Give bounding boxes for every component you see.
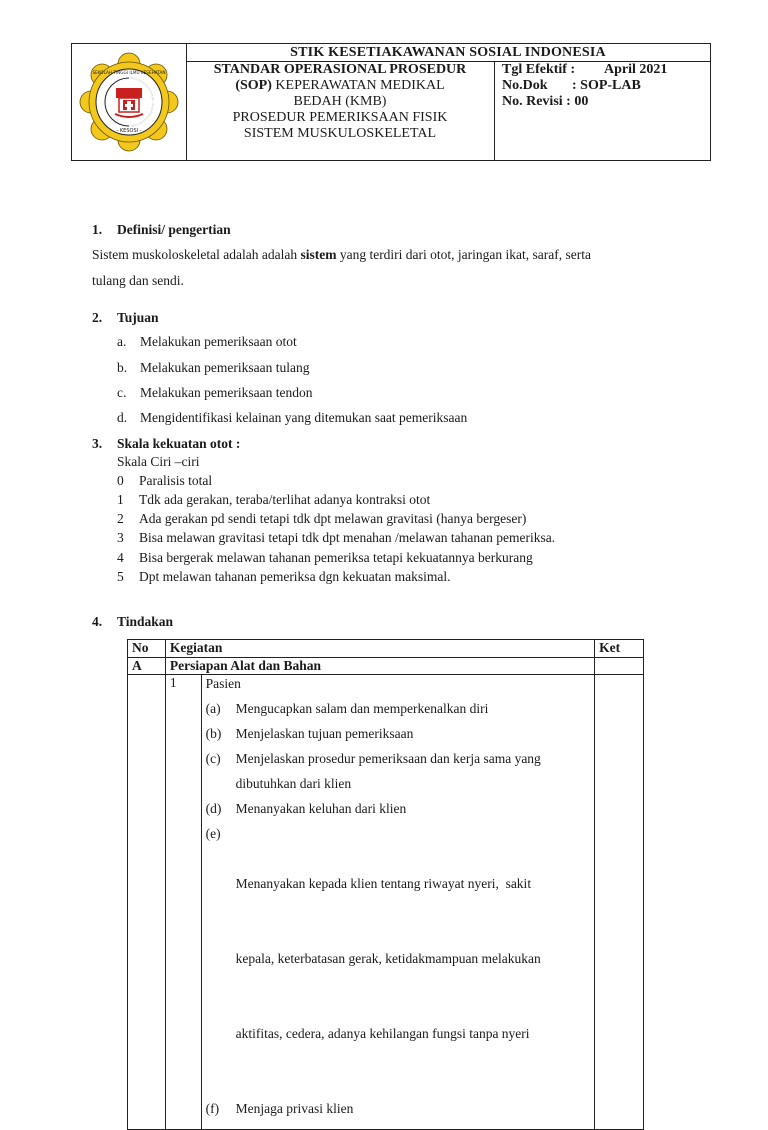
document-header [71, 43, 711, 161]
effective-date-value: April 2021 [604, 62, 668, 77]
group-row [128, 658, 644, 675]
group-title: Persiapan Alat dan Bahan [165, 658, 594, 675]
goal-item [117, 385, 312, 401]
goal-marker: b. [117, 360, 128, 375]
table-header-row [128, 640, 644, 658]
empty-no-cell [128, 675, 166, 1130]
goal-text: Mengidentifikasi kelainan yang ditemukan saat pemeriksaan [140, 410, 468, 425]
goal-text: Melakukan pemeriksaan otot [140, 334, 297, 349]
step-marker: (c) [205, 751, 221, 766]
section3-title: Skala kekuatan otot : [117, 436, 241, 451]
table-row [128, 675, 644, 1130]
section4-number: 4. [92, 614, 103, 629]
scale-marker: 2 [117, 511, 124, 526]
sub-title: Pasien [205, 676, 241, 691]
step-text: Menjelaskan prosedur pemeriksaan dan kerja sama yang [235, 751, 541, 766]
sop-abbrev: (SOP) [235, 78, 272, 93]
list-item [206, 696, 591, 721]
svg-text:- KESOSI -: - KESOSI - [116, 128, 142, 134]
scale-item [117, 473, 212, 489]
goal-text: Melakukan pemeriksaan tendon [140, 385, 313, 400]
doc-number-value: : SOP-LAB [572, 78, 641, 93]
scale-text: Ada gerakan pd sendi tetapi tdk dpt melawan gravitasi (hanya bergeser) [139, 511, 527, 526]
sub-content [201, 675, 595, 1130]
step-text: Menjelaskan tujuan pemeriksaan [235, 726, 414, 741]
sop-title-block [186, 61, 495, 160]
definition-emphasis: sistem [300, 247, 337, 262]
scale-marker: 5 [117, 569, 124, 584]
scale-marker: 1 [117, 492, 124, 507]
list-item [206, 721, 591, 746]
goal-marker: a. [117, 334, 127, 349]
section2-title: Tujuan [117, 310, 159, 325]
list-item [206, 746, 591, 796]
section2-number: 2. [92, 310, 103, 325]
step-marker: (e) [205, 826, 221, 841]
col-header-no: No [128, 640, 166, 658]
scale-item [117, 492, 430, 508]
step-text: Menanyakan keluhan dari klien [235, 801, 407, 816]
sub-number: 1 [165, 675, 201, 1130]
revision-number: No. Revisi : 00 [502, 94, 589, 109]
scale-text: Bisa melawan gravitasi tetapi tdk dpt menahan /melawan tahanan pemeriksa. [139, 530, 556, 545]
institution-seal-logo [79, 52, 179, 152]
step-text: dibutuhkan dari klien [235, 776, 352, 791]
scale-text: Bisa bergerak melawan tahanan pemeriksa tetapi kekuatannya berkurang [139, 550, 533, 565]
col-header-ket: Ket [595, 640, 644, 658]
definition-text-a: Sistem muskoloskeletal adalah adalah [92, 247, 301, 262]
sop-title-line2 [186, 78, 494, 94]
scale-item [117, 511, 526, 527]
sop-dept: KEPERAWATAN MEDIKAL [271, 78, 445, 93]
doc-number-label: No.Dok [502, 78, 548, 93]
goal-item [117, 410, 467, 426]
scale-text: Dpt melawan tahanan pemeriksa dgn kekuatan maksimal. [139, 569, 451, 584]
section3-number: 3. [92, 436, 103, 451]
scale-item [117, 530, 555, 546]
section4-title: Tindakan [117, 614, 174, 629]
scale-text: Tdk ada gerakan, teraba/terlihat adanya kontraksi otot [139, 492, 431, 507]
step-text: aktifitas, cedera, adanya kehilangan fungsi tanpa nyeri [235, 1026, 530, 1041]
empty-ket-cell [595, 675, 644, 1130]
goal-marker: c. [117, 385, 127, 400]
scale-marker: 4 [117, 550, 124, 565]
scale-item [117, 569, 451, 585]
scale-item [117, 550, 533, 566]
sop-title-line3: BEDAH (KMB) [293, 94, 387, 109]
goal-item [117, 360, 309, 376]
goal-text: Melakukan pemeriksaan tulang [140, 360, 310, 375]
svg-text:SEKOLAH TINGGI ILMU KESEHATAN: SEKOLAH TINGGI ILMU KESEHATAN [92, 70, 166, 75]
step-marker: (a) [205, 701, 221, 716]
group-number: A [128, 658, 166, 675]
list-item [206, 1096, 591, 1121]
sop-title-line5: SISTEM MUSKULOSKELETAL [243, 126, 437, 141]
procedure-table [127, 639, 644, 1130]
section1-title: Definisi/ pengertian [117, 222, 231, 237]
step-text: Menjaga privasi klien [235, 1101, 354, 1116]
scale-marker: 0 [117, 473, 124, 488]
definition-text-b: yang terdiri dari otot, jaringan ikat, saraf, serta [336, 247, 591, 262]
step-marker: (f) [205, 1101, 220, 1116]
list-item [206, 821, 591, 1096]
group-ket-cell [595, 658, 644, 675]
sop-title-line1: STANDAR OPERASIONAL PROSEDUR [213, 62, 467, 77]
col-header-kegiatan: Kegiatan [165, 640, 594, 658]
logo-cell [72, 44, 187, 160]
list-item [206, 796, 591, 821]
step-marker: (d) [205, 801, 222, 816]
sop-title-line4: PROSEDUR PEMERIKSAAN FISIK [232, 110, 448, 125]
goal-marker: d. [117, 410, 128, 425]
institution-name: STIK KESETIAKAWANAN SOSIAL INDONESIA [186, 44, 710, 62]
step-text: Menanyakan kepada klien tentang riwayat nyeri, sakit [235, 876, 532, 891]
effective-date-label: Tgl Efektif : [502, 62, 576, 77]
step-text: kepala, keterbatasan gerak, ketidakmampuan melakukan [235, 951, 541, 966]
section1-number: 1. [92, 222, 103, 237]
goal-item [117, 334, 297, 350]
step-marker: (b) [205, 726, 222, 741]
document-meta [502, 62, 706, 110]
section3-subtitle: Skala Ciri –ciri [117, 454, 200, 469]
section1-text-line1 [92, 247, 591, 263]
scale-marker: 3 [117, 530, 124, 545]
step-text: Mengucapkan salam dan memperkenalkan diri [235, 701, 489, 716]
section1-text-line2: tulang dan sendi. [92, 273, 184, 288]
scale-text: Paralisis total [139, 473, 213, 488]
